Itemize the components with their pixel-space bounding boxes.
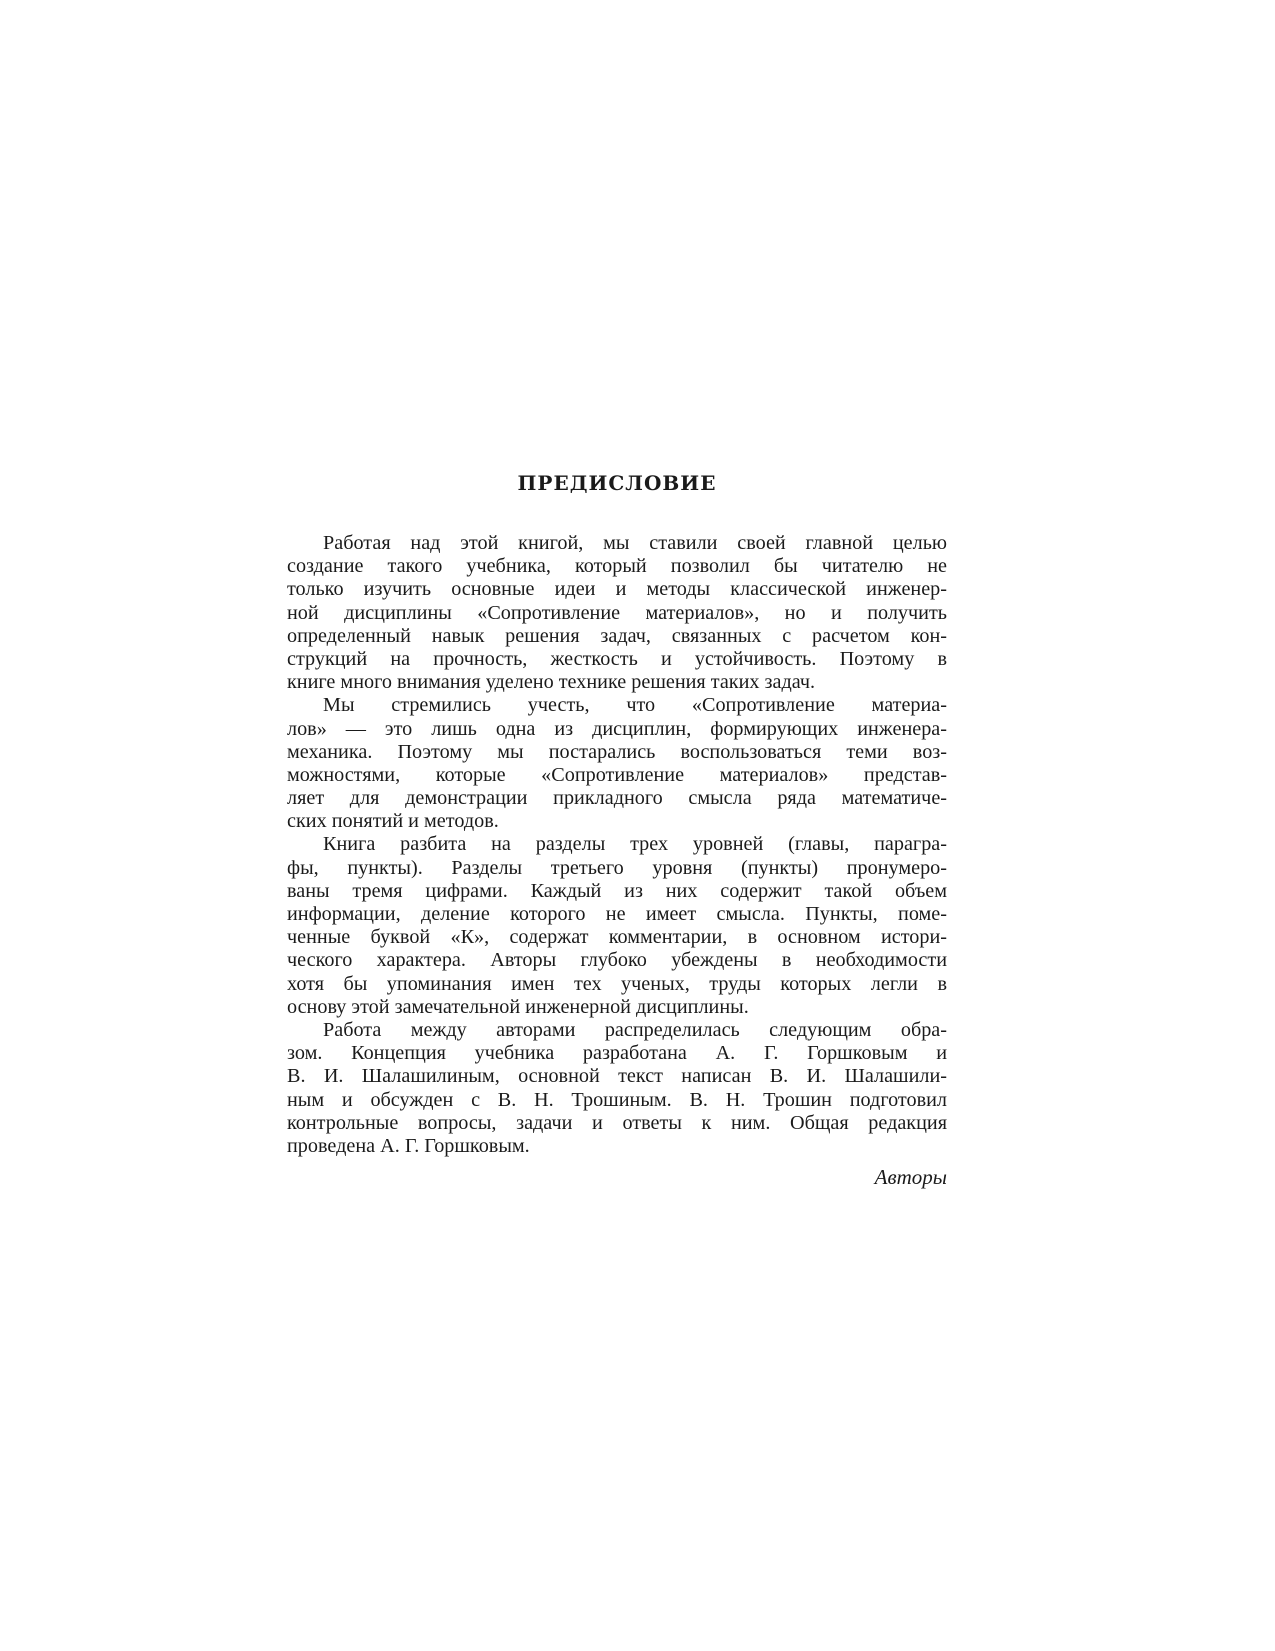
text-line: можностями, которые «Сопротивление материалов» представ-	[287, 763, 947, 786]
text-line: ным и обсужден с В. Н. Трошиным. В. Н. Трошин подготовил	[287, 1088, 947, 1111]
text-line: ских понятий и методов.	[287, 810, 499, 833]
text-line: Мы стремились учесть, что «Сопротивление материа-	[323, 694, 947, 717]
text-line: Книга разбита на разделы трех уровней (главы, парагра-	[323, 833, 947, 856]
text-line: хотя бы упоминания имен тех ученых, труды которых легли в	[287, 972, 947, 995]
text-line: ческого характера. Авторы глубоко убеждены в необходимости	[287, 949, 947, 972]
preface-body	[287, 532, 947, 1158]
paragraph	[287, 532, 947, 694]
authors-signature: Авторы	[874, 1165, 947, 1189]
text-line: книге много внимания уделено технике решения таких задач.	[287, 671, 816, 694]
paragraph	[287, 833, 947, 1019]
text-line: механика. Поэтому мы постарались воспользоваться теми воз-	[287, 740, 947, 763]
text-line: создание такого учебника, который позволил бы читателю не	[287, 555, 947, 578]
text-line: только изучить основные идеи и методы классической инженер-	[287, 578, 947, 601]
text-line: контрольные вопросы, задачи и ответы к ним. Общая редакция	[287, 1111, 947, 1134]
text-line: ченные буквой «К», содержат комментарии, в основном истори-	[287, 926, 947, 949]
text-line: Работая над этой книгой, мы ставили своей главной целью	[323, 532, 947, 554]
text-line: основу этой замечательной инженерной дисциплины.	[287, 995, 749, 1018]
page-title: ПРЕДИСЛОВИЕ	[517, 471, 717, 495]
text-line: ваны тремя цифрами. Каждый из них содержит такой объем	[287, 879, 947, 902]
text-line: информации, деление которого не имеет смысла. Пункты, поме-	[287, 903, 947, 925]
text-line: лов» — это лишь одна из дисциплин, формирующих инженера-	[287, 717, 947, 740]
text-line: фы, пункты). Разделы третьего уровня (пункты) пронумеро-	[287, 856, 947, 879]
text-line: Работа между авторами распределилась следующим обра-	[323, 1018, 947, 1041]
text-line: определенный навык решения задач, связанных с расчетом кон-	[287, 624, 947, 647]
text-line: проведена А. Г. Горшковым.	[287, 1134, 530, 1157]
text-line: ляет для демонстрации прикладного смысла ряда математиче-	[287, 787, 947, 810]
paragraph	[287, 1019, 947, 1158]
text-line: ной дисциплины «Сопротивление материалов», но и получить	[287, 601, 947, 624]
text-line: В. И. Шалашилиным, основной текст написан В. И. Шалашили-	[287, 1065, 947, 1088]
text-line: зом. Концепция учебника разработана А. Г. Горшковым и	[287, 1042, 947, 1065]
paragraph	[287, 694, 947, 833]
text-line: струкций на прочность, жесткость и устойчивость. Поэтому в	[287, 647, 947, 670]
